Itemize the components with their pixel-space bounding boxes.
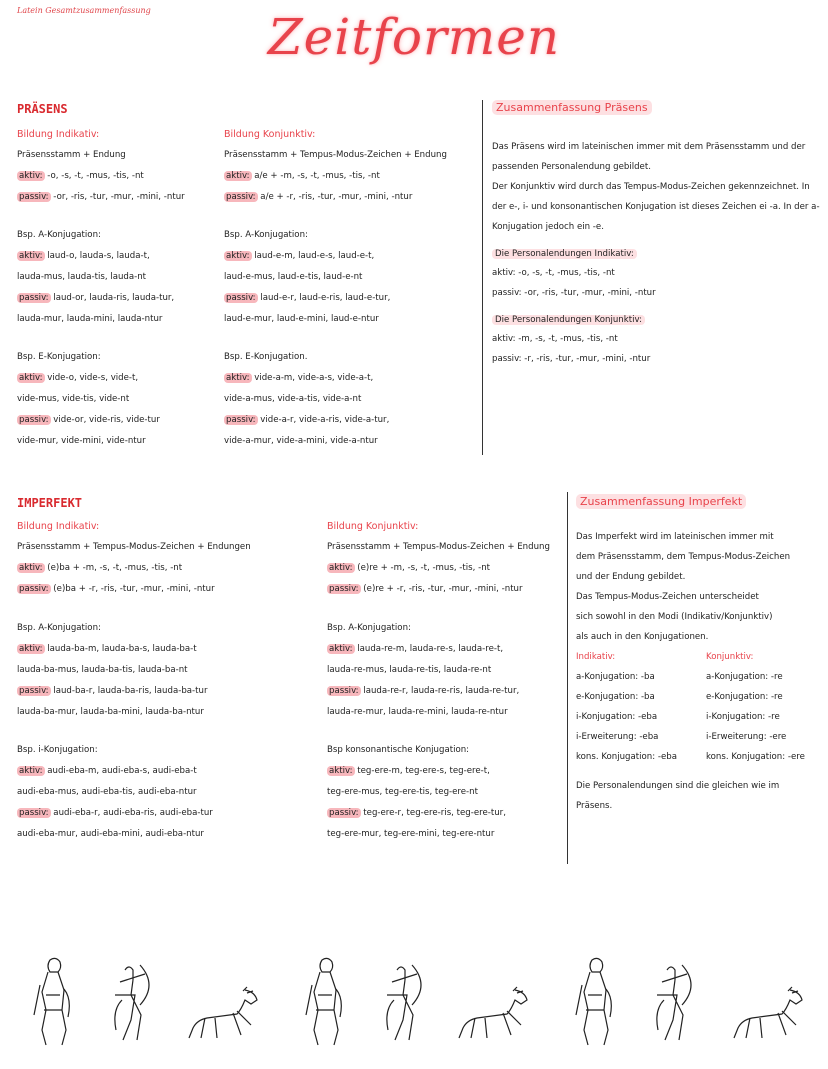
formula: Präsensstamm + Endung [17, 150, 126, 160]
passiv-label: passiv: [19, 192, 49, 202]
aktiv-label: aktiv: [19, 251, 43, 261]
aktiv-label: aktiv: [19, 766, 43, 776]
passiv-label: passiv: [329, 808, 359, 818]
aktiv-label: aktiv: [19, 563, 43, 573]
passiv-label: passiv: [226, 415, 256, 425]
aktiv-label: aktiv: [226, 251, 250, 261]
example-heading: Bsp. A-Konjugation: [327, 623, 411, 633]
centaur-archer-icon [642, 960, 702, 1045]
column-divider [567, 492, 568, 864]
passiv-line: passiv: -or, -ris, -tur, -mur, -mini, -ntur [19, 192, 185, 202]
imperfekt-a-indikativ: Bsp. A-Konjugation: aktiv: lauda-ba-m, lauda-ba-s, lauda-ba-t lauda-ba-mus, lauda-ba-tis, lauda-ba-nt passiv: laud-ba-r, lauda-ba-ris, lauda-ba-tur lauda-ba-mur, lauda-ba-mini, lauda-ba-ntur [17, 618, 317, 723]
section-title-imperfekt: IMPERFEKT [17, 496, 83, 510]
summary-title: Zusammenfassung Präsens [492, 100, 652, 115]
column-divider [482, 100, 483, 455]
header-label: Latein Gesamtzusammenfassung [17, 6, 151, 15]
passiv-label: passiv: [19, 686, 49, 696]
imperfekt-bildung-konjunktiv: Bildung Konjunktiv: Präsensstamm + Tempus-Modus-Zeichen + Endung aktiv: (e)re + -m, -s, -t, -mus, -tis, -nt passiv: (e)re + -r, -ris, -tur, -mur, -mini, -ntur [327, 516, 567, 600]
example-heading: Bsp. A-Konjugation: [17, 230, 101, 240]
imperfekt-kons-konjunktiv: Bsp konsonantische Konjugation: aktiv: teg-ere-m, teg-ere-s, teg-ere-t, teg-ere-mus, teg-ere-tis, teg-ere-nt passiv: teg-ere-r, teg-ere-ris, teg-ere-tur, teg-ere-mur, teg-ere-mini, teg-ere-ntur [327, 740, 567, 845]
aktiv-label: aktiv: [226, 373, 250, 383]
praesens-e-indikativ: Bsp. E-Konjugation: aktiv: vide-o, vide-s, vide-t, vide-mus, vide-tis, vide-nt passiv: vide-or, vide-ris, vide-tur vide-mur, vide-mini, vide-ntur [17, 347, 217, 452]
column-heading: Indikativ: [576, 652, 616, 662]
konjunktiv-column: Konjunktiv: a-Konjugation: -re e-Konjugation: -re i-Konjugation: -re i-Erweiterung: -ere kons. Konjugation: -ere [706, 647, 805, 767]
imperfekt-bildung-indikativ: Bildung Indikativ: Präsensstamm + Tempus-Modus-Zeichen + Endungen aktiv: (e)ba + -m, -s, -t, -mus, -tis, -nt passiv: (e)ba + -r, -ris, -tur, -mur, -mini, -ntur [17, 516, 317, 600]
spartan-warrior-icon [570, 955, 620, 1050]
summary-paragraph: Der Konjunktiv wird durch das Tempus-Modus-Zeichen gekennzeichnet. In der e-, i- und konsonantischen Konjugation ist dieses Zeichen ei -a. In der a-Konjugation jedoch ein -e. [492, 182, 820, 232]
praesens-bildung-indikativ [17, 124, 217, 208]
imperfekt-summary: Zusammenfassung Imperfekt Das Imperfekt wird im lateinischen immer mit dem Präsensstamm, dem Tempus-Modus-Zeichen und der Endung gebildet. Das Tempus-Modus-Zeichen unterscheidet sich sowohl in den Modi (Indikativ/Konjunktiv) als auch in den Konjugationen. Indikativ: a-Konjugation: -ba e-Konjugation: -ba i-Konjugation: -eba i-Erweiterung: -eba kons. Konjugation: -eba Konjunktiv: a-Konjugation: -re e-Konjugation: -re i-Konjugation: -re i-Erweiterung: -ere kons. Konjugation: -ere Die Personalendungen sind die gleichen wie im Präsens. [576, 494, 824, 816]
aktiv-label: aktiv: [329, 563, 353, 573]
example-heading: Bsp. E-Konjugation: [17, 352, 101, 362]
imperfekt-i-indikativ: Bsp. i-Konjugation: aktiv: audi-eba-m, audi-eba-s, audi-eba-t audi-eba-mus, audi-eba-tis, audi-eba-ntur passiv: audi-eba-r, audi-eba-ris, audi-eba-tur audi-eba-mur, audi-eba-mini, audi-eba-ntur [17, 740, 317, 845]
passiv-label: passiv: [226, 293, 256, 303]
praesens-a-indikativ: Bsp. A-Konjugation: aktiv: laud-o, lauda-s, lauda-t, lauda-mus, lauda-tis, lauda-nt passiv: laud-or, lauda-ris, lauda-tur, lauda-mur, lauda-mini, lauda-ntur [17, 225, 217, 330]
example-heading: Bsp. i-Konjugation: [17, 745, 98, 755]
example-heading: Bsp. A-Konjugation: [224, 230, 308, 240]
passiv-label: passiv: [329, 584, 359, 594]
section-title-praesens: PRÄSENS [17, 102, 68, 116]
aktiv-label: aktiv: [19, 373, 43, 383]
aktiv-label: aktiv: [19, 171, 43, 181]
formula: Präsensstamm + Tempus-Modus-Zeichen + Endung [224, 150, 447, 160]
passiv-label: passiv: [226, 192, 256, 202]
passiv-line: passiv: a/e + -r, -ris, -tur, -mur, -mini, -ntur [226, 192, 413, 202]
passiv-label: passiv: [19, 584, 49, 594]
formula: Präsensstamm + Tempus-Modus-Zeichen + Endungen [17, 542, 251, 552]
page-title: Zeitformen [267, 8, 561, 66]
summary-paragraph: Das Präsens wird im lateinischen immer mit dem Präsensstamm und der passenden Personalendung gebildet. [492, 142, 806, 172]
subheading: Bildung Konjunktiv: [224, 129, 316, 140]
spartan-warrior-icon [28, 955, 78, 1050]
spartan-warrior-icon [300, 955, 350, 1050]
passiv-label: passiv: [329, 686, 359, 696]
example-heading: Bsp. E-Konjugation. [224, 352, 308, 362]
example-heading: Bsp. A-Konjugation: [17, 623, 101, 633]
decorative-figures [0, 945, 828, 1055]
aktiv-line: aktiv: -o, -s, -t, -mus, -tis, -nt [19, 171, 144, 181]
passiv-label: passiv: [19, 808, 49, 818]
subheading: Bildung Indikativ: [17, 129, 100, 140]
rearing-horse-icon [730, 985, 810, 1045]
imperfekt-a-konjunktiv: Bsp. A-Konjugation: aktiv: lauda-re-m, lauda-re-s, lauda-re-t, lauda-re-mus, lauda-re-tis, lauda-re-nt passiv: lauda-re-r, lauda-re-ris, lauda-re-tur, lauda-re-mur, lauda-re-mini, lauda-re-ntur [327, 618, 567, 723]
formula: Präsensstamm + Tempus-Modus-Zeichen + Endung [327, 542, 550, 552]
aktiv-label: aktiv: [329, 644, 353, 654]
tempus-modus-table [576, 647, 824, 772]
praesens-bildung-konjunktiv [224, 124, 474, 208]
passiv-label: passiv: [19, 415, 49, 425]
summary-title: Zusammenfassung Imperfekt [576, 494, 746, 509]
centaur-archer-icon [100, 960, 160, 1045]
aktiv-label: aktiv: [226, 171, 250, 181]
column-heading: Konjunktiv: [706, 652, 754, 662]
aktiv-label: aktiv: [19, 644, 43, 654]
praesens-a-konjunktiv: Bsp. A-Konjugation: aktiv: laud-e-m, laud-e-s, laud-e-t, laud-e-mus, laud-e-tis, laud-e-nt passiv: laud-e-r, laud-e-ris, laud-e-tur, laud-e-mur, laud-e-mini, laud-e-ntur [224, 225, 474, 330]
endings-heading: Die Personalendungen Indikativ: [492, 249, 637, 259]
praesens-summary: Zusammenfassung Präsens Das Präsens wird im lateinischen immer mit dem Präsensstamm und der passenden Personalendung gebildet. Der Konjunktiv wird durch das Tempus-Modus-Zeichen gekennzeichnet. In der e-, i- und konsonantischen Konjugation ist dieses Zeichen ei -a. In der a-Konjugation jedoch ein -e. Die Personalendungen Indikativ: aktiv: -o, -s, -t, -mus, -tis, -nt passiv: -or, -ris, -tur, -mur, -mini, -ntur Die Personalendungen Konjunktiv: aktiv: -m, -s, -t, -mus, -tis, -nt passiv: -r, -ris, -tur, -mur, -mini, -ntur [492, 100, 822, 369]
aktiv-label: aktiv: [329, 766, 353, 776]
passiv-label: passiv: [19, 293, 49, 303]
subheading: Bildung Konjunktiv: [327, 521, 419, 532]
indikativ-column: Indikativ: a-Konjugation: -ba e-Konjugation: -ba i-Konjugation: -eba i-Erweiterung: -eba kons. Konjugation: -eba [576, 647, 677, 767]
aktiv-line: aktiv: a/e + -m, -s, -t, -mus, -tis, -nt [226, 171, 380, 181]
endings-heading: Die Personalendungen Konjunktiv: [492, 315, 645, 325]
subheading: Bildung Indikativ: [17, 521, 100, 532]
centaur-archer-icon [372, 960, 432, 1045]
rearing-horse-icon [455, 985, 535, 1045]
example-heading: Bsp konsonantische Konjugation: [327, 745, 470, 755]
praesens-e-konjunktiv: Bsp. E-Konjugation. aktiv: vide-a-m, vide-a-s, vide-a-t, vide-a-mus, vide-a-tis, vide-a-nt passiv: vide-a-r, vide-a-ris, vide-a-tur, vide-a-mur, vide-a-mini, vide-a-ntur [224, 347, 474, 452]
rearing-horse-icon [185, 985, 265, 1045]
